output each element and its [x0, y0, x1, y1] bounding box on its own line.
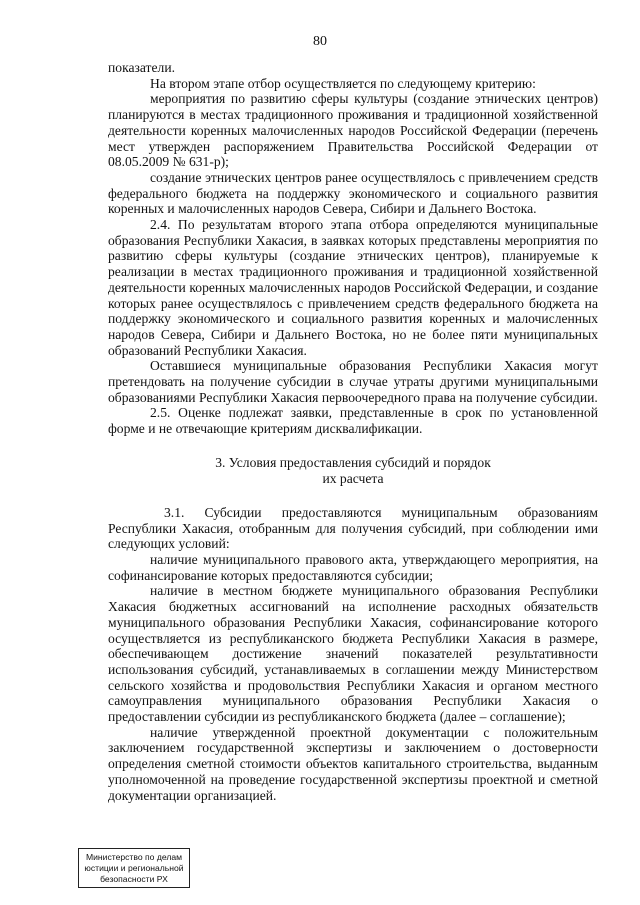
paragraph: создание этнических центров ранее осуществлялось с привлечением средств федерального бюджета на поддержку экономического и социального развития коренных и малочисленных народов Севера, Сибири и Дальнего Востока. — [108, 169, 598, 217]
paragraph: наличие в местном бюджете муниципального образования Республики Хакасия бюджетных ассигнований на исполнение расходных обязательств муниципального образования Республики Хакасия, софинансирование которого осуществляется из республиканского бюджета Республики Хакасия в размере, обеспечивающем достижение значений показателей результативности использования субсидий, устанавливаемых в соглашении между Министерством сельского хозяйства и продовольствия Республики Хакасия и органом местного самоуправления муниципального образования Республики Хакасия о предоставлении субсидии из республиканского бюджета (далее – соглашение); — [108, 583, 598, 725]
page-number: 80 — [313, 34, 327, 49]
document-body — [108, 60, 598, 803]
stamp-line: безопасности РХ — [100, 874, 168, 884]
section-heading-line2: их расчета — [322, 470, 384, 486]
stamp-line: Министерство по делам — [85, 852, 183, 862]
paragraph: 3.1. Субсидии предоставляются муниципальным образованиям Республики Хакасия, отобранным для получения субсидий, при соблюдении ими следующих условий: — [108, 504, 598, 552]
paragraph: На втором этапе отбор осуществляется по следующему критерию: — [150, 75, 536, 91]
registration-stamp — [78, 848, 190, 888]
paragraph: 2.5. Оценке подлежат заявки, представленные в срок по установленной форме и не отвечающие критериям дисквалификации. — [108, 405, 598, 437]
paragraph: показатели. — [108, 60, 175, 75]
paragraph: 2.4. По результатам второго этапа отбора определяются муниципальные образования Республики Хакасия, в заявках которых представлены мероприятия по развитию сферы культуры (создание этнических центров), планируемые к реализации в местах традиционного проживания и традиционной хозяйственной деятельности коренных малочисленных народов Российской Федерации, и создание которых ранее осуществлялось с привлечением средств федерального бюджета на поддержку экономического и социального развития коренных и малочисленных народов Севера, Сибири и Дальнего Востока, но не более пяти муниципальных образований Республики Хакасия. — [108, 217, 598, 358]
paragraph: наличие утвержденной проектной документации с положительным заключением государственной экспертизы и заключением о достоверности определения сметной стоимости объектов капитального строительства, выданным уполномоченной на проведение государственной экспертизы проектной и сметной документации организацией. — [108, 724, 598, 803]
paragraph: мероприятия по развитию сферы культуры (создание этнических центров) планируются в местах традиционного проживания и традиционной хозяйственной деятельности коренных малочисленных народов Российской Федерации (перечень мест утвержден распоряжением Правительства Российской Федерации от 08.05.2009 № 631-р); — [108, 91, 598, 170]
paragraph: Оставшиеся муниципальные образования Республики Хакасия могут претендовать на получение субсидии в случае утраты другими муниципальными образованиями Республики Хакасия первоочередного права на получение субсидии. — [108, 358, 598, 405]
section-heading-line1: 3. Условия предоставления субсидий и порядок — [215, 454, 491, 470]
stamp-line: юстиции и региональной — [84, 863, 184, 873]
paragraph: наличие муниципального правового акта, утверждающего мероприятия, на софинансирование которых предоставляются субсидии; — [108, 551, 598, 583]
